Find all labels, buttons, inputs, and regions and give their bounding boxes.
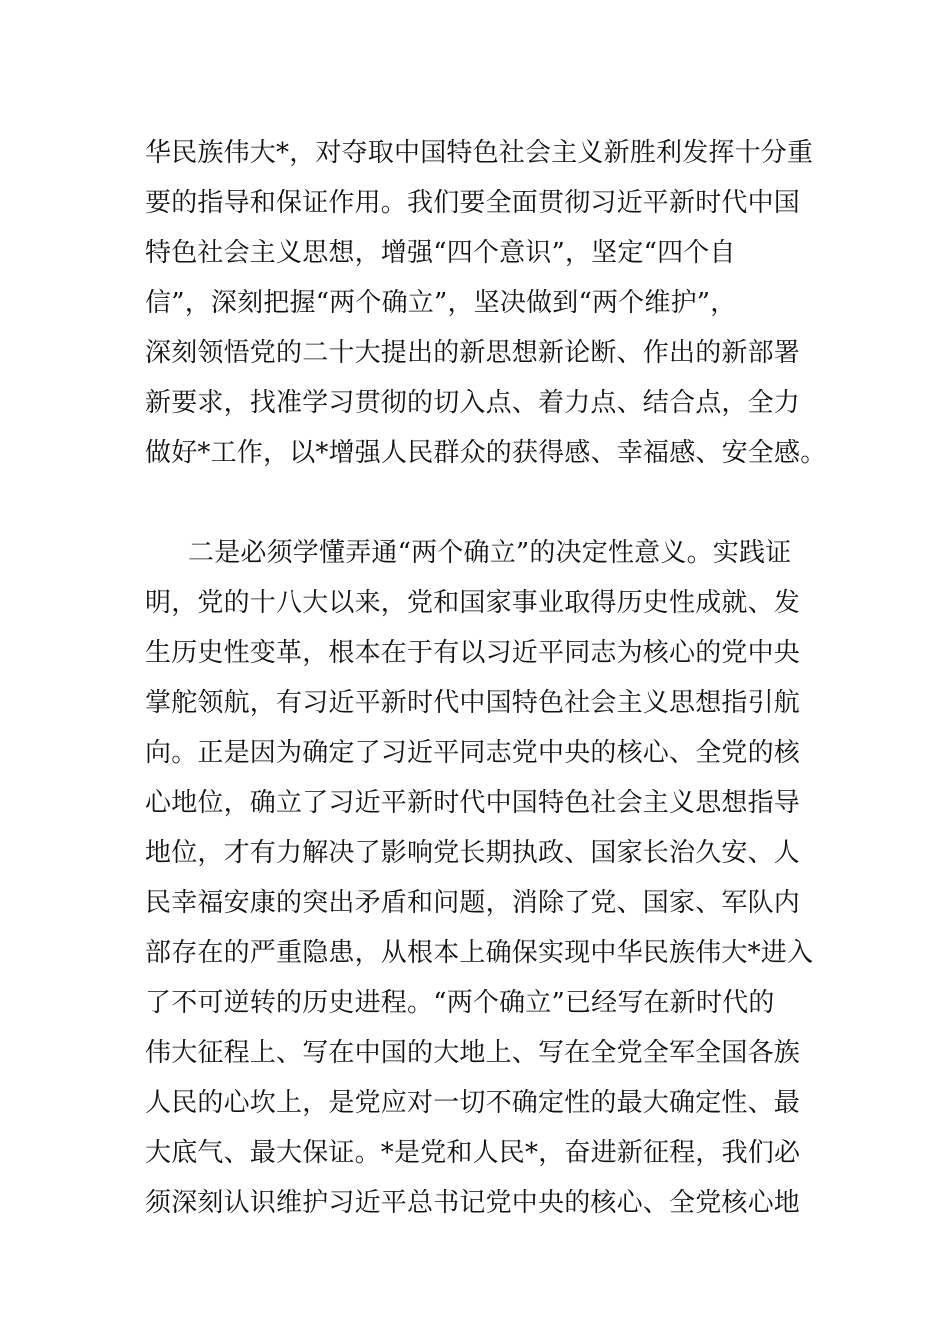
- text-line: 民幸福安康的突出矛盾和问题，消除了党、国家、军队内: [145, 888, 801, 918]
- text-line: 心地位，确立了习近平新时代中国特色社会主义思想指导: [145, 788, 801, 818]
- text-line: 须深刻认识维护习近平总书记党中央的核心、全党核心地: [145, 1188, 801, 1218]
- text-line: 做好*工作，以*增强人民群众的获得感、幸福感、安全感。: [145, 438, 827, 468]
- text-line: 人民的心坎上，是党应对一切不确定性的最大确定性、最: [145, 1088, 801, 1118]
- text-line: 了不可逆转的历史进程。“两个确立”已经写在新时代的: [145, 988, 775, 1018]
- text-line: 特色社会主义思想，增强“四个意识”，坚定“四个自: [145, 238, 736, 268]
- text-line: 要的指导和保证作用。我们要全面贯彻习近平新时代中国: [145, 188, 801, 218]
- text-line: 伟大征程上、写在中国的大地上、写在全党全军全国各族: [145, 1038, 801, 1068]
- text-line: 信”，深刻把握“两个确立”，坚决做到“两个维护”，: [145, 288, 737, 318]
- text-line: 向。正是因为确定了习近平同志党中央的核心、全党的核: [145, 738, 801, 768]
- text-line: 华民族伟大*，对夺取中国特色社会主义新胜利发挥十分重: [145, 138, 814, 168]
- text-line: 生历史性变革，根本在于有以习近平同志为核心的党中央: [145, 638, 801, 668]
- text-line: 二是必须学懂弄通“两个确立”的决定性意义。实践证: [188, 538, 792, 568]
- text-line: 明，党的十八大以来，党和国家事业取得历史性成就、发: [145, 588, 801, 618]
- text-line: 大底气、最大保证。*是党和人民*，奋进新征程，我们必: [145, 1138, 801, 1168]
- text-line: 深刻领悟党的二十大提出的新思想新论断、作出的新部署: [145, 338, 801, 368]
- text-line: 掌舵领航，有习近平新时代中国特色社会主义思想指引航: [145, 688, 801, 718]
- text-line: 部存在的严重隐患，从根本上确保实现中华民族伟大*进入: [145, 938, 814, 968]
- text-line: 地位，才有力解决了影响党长期执政、国家长治久安、人: [145, 838, 801, 868]
- text-line: 新要求，找准学习贯彻的切入点、着力点、结合点，全力: [145, 388, 801, 418]
